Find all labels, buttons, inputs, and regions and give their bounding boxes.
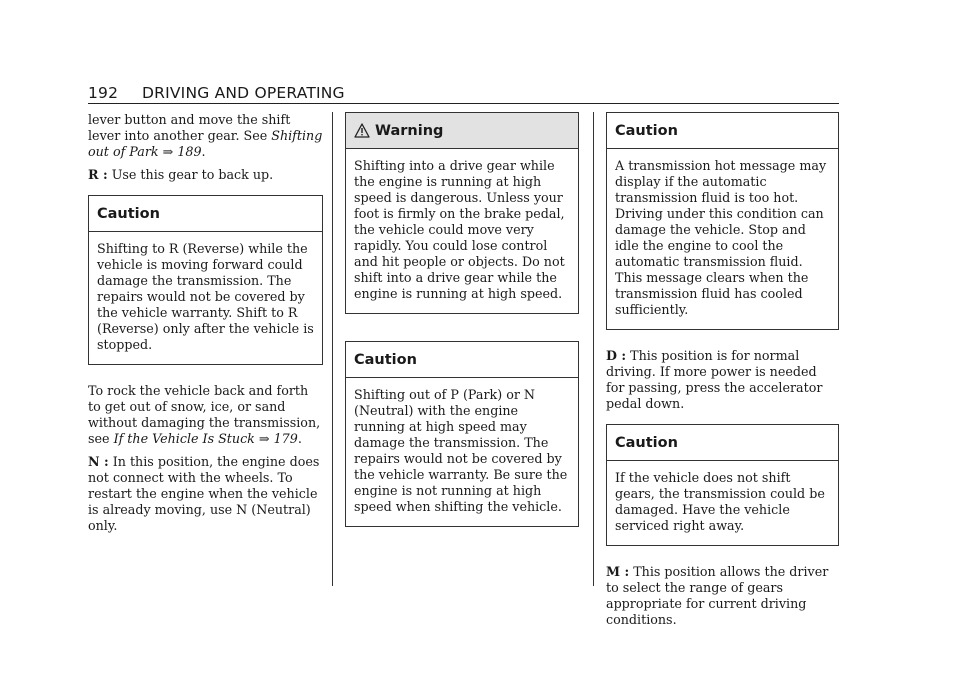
column-left [88, 112, 323, 541]
warning-box [345, 112, 579, 314]
paragraph-manual: M : This position allows the driver to select the range of gears appropriate for current driving conditions. [606, 564, 829, 627]
caution-box-shift-gears [606, 424, 839, 546]
section-title: DRIVING AND OPERATING [142, 84, 345, 102]
gear-label-n: N : [88, 454, 109, 469]
caution-title: Caution [607, 425, 838, 461]
column-divider [332, 112, 333, 586]
column-middle [345, 112, 579, 545]
column-divider [593, 112, 594, 586]
warning-header [346, 113, 578, 149]
page-number: 192 [88, 84, 119, 102]
caution-body: Shifting to R (Reverse) while the vehicle is moving forward could damage the transmission. The repairs would not be covered by the vehicle warranty. Shift to R (Reverse) only after the vehicle is stopped. [97, 241, 314, 352]
paragraph-rock-vehicle: To rock the vehicle back and forth to get out of snow, ice, or sand without damaging the transmission, see If the Vehicle Is Stuck ⇒ 179. [88, 383, 321, 446]
column-right [606, 112, 839, 635]
caution-body: A transmission hot message may display if the automatic transmission fluid is too hot. Driving under this condition can damage the vehicle. Stop and idle the engine to cool the automatic transmission fluid. This message clears when the transmission fluid has cooled sufficiently. [615, 158, 827, 317]
page-ref-arrow-icon: ⇒ [162, 144, 174, 159]
caution-box-transmission-hot [606, 112, 839, 330]
caution-box-park-neutral [345, 341, 579, 527]
page-reference[interactable]: 189 [177, 144, 202, 159]
cross-reference-link[interactable]: If the Vehicle Is Stuck [113, 431, 255, 446]
paragraph-neutral: N : In this position, the engine does not connect with the wheels. To restart the engine when the vehicle is already moving, use N (Neutral) only. [88, 454, 320, 533]
cross-reference-link[interactable]: Shifting out of Park [88, 128, 323, 159]
paragraph-drive: D : This position is for normal driving. If more power is needed for passing, press the accelerator pedal down. [606, 348, 823, 411]
paragraph-reverse: R : Use this gear to back up. [88, 167, 274, 182]
warning-triangle-icon [354, 123, 370, 138]
paragraph-shift-lever: lever button and move the shift lever into another gear. See Shifting out of Park ⇒ 189. [88, 112, 323, 159]
caution-box-reverse [88, 195, 323, 365]
page-ref-arrow-icon: ⇒ [258, 431, 270, 446]
warning-body: Shifting into a drive gear while the engine is running at high speed is dangerous. Unless your foot is firmly on the brake pedal, the vehicle could move very rapidly. You could lose control and hit people or objects. Do not shift into a drive gear while the engine is running at high speed. [354, 158, 565, 301]
page-header [88, 82, 839, 104]
caution-title: Caution [346, 342, 578, 378]
page-reference[interactable]: 179 [273, 431, 298, 446]
caution-title: Caution [89, 196, 322, 232]
caution-title: Caution [607, 113, 838, 149]
caution-body: If the vehicle does not shift gears, the transmission could be damaged. Have the vehicle serviced right away. [615, 470, 825, 533]
warning-title: Warning [375, 122, 444, 139]
gear-label-d: D : [606, 348, 627, 363]
caution-body: Shifting out of P (Park) or N (Neutral) with the engine running at high speed may damage the transmission. The repairs would not be covered by the vehicle warranty. Be sure the engine is not running at high speed when shifting the vehicle. [354, 387, 568, 514]
gear-label-m: M : [606, 564, 630, 579]
gear-label-r: R : [88, 167, 108, 182]
